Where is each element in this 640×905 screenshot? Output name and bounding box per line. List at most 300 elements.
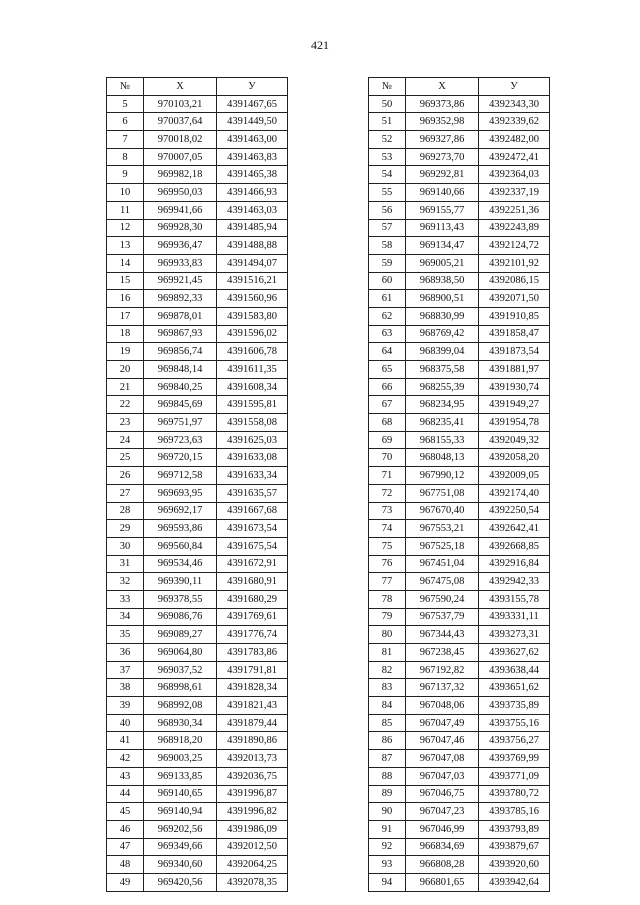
y-coordinate-cell: 4393793,89 <box>479 820 550 838</box>
x-coordinate-cell: 967525,18 <box>406 537 479 555</box>
point-number-cell: 39 <box>107 697 144 715</box>
x-coordinate-cell: 969878,01 <box>144 307 217 325</box>
table-row <box>369 272 550 290</box>
table-row <box>107 343 288 361</box>
y-coordinate-cell: 4391595,81 <box>217 396 288 414</box>
y-coordinate-cell: 4393638,44 <box>479 661 550 679</box>
table-row <box>107 520 288 538</box>
y-coordinate-cell: 4392642,41 <box>479 520 550 538</box>
y-coordinate-cell: 4393942,64 <box>479 873 550 891</box>
table-row <box>369 555 550 573</box>
y-coordinate-cell: 4391596,02 <box>217 325 288 343</box>
table-row <box>107 785 288 803</box>
point-number-cell: 90 <box>369 803 406 821</box>
y-coordinate-cell: 4391463,83 <box>217 148 288 166</box>
y-coordinate-cell: 4391516,21 <box>217 272 288 290</box>
x-coordinate-cell: 967751,08 <box>406 484 479 502</box>
table-row <box>107 856 288 874</box>
x-coordinate-cell: 968900,51 <box>406 290 479 308</box>
y-coordinate-cell: 4391672,91 <box>217 555 288 573</box>
point-number-cell: 44 <box>107 785 144 803</box>
x-coordinate-cell: 967048,06 <box>406 697 479 715</box>
x-coordinate-cell: 967047,23 <box>406 803 479 821</box>
table-row <box>107 873 288 891</box>
x-coordinate-cell: 967047,46 <box>406 732 479 750</box>
x-coordinate-cell: 969941,66 <box>144 201 217 219</box>
x-coordinate-cell: 968769,42 <box>406 325 479 343</box>
y-coordinate-cell: 4391949,27 <box>479 396 550 414</box>
table-row <box>369 361 550 379</box>
table-row <box>369 820 550 838</box>
table-row <box>369 396 550 414</box>
point-number-cell: 12 <box>107 219 144 237</box>
point-number-cell: 7 <box>107 131 144 149</box>
table-row <box>369 714 550 732</box>
table-row <box>107 290 288 308</box>
y-coordinate-cell: 4391996,82 <box>217 803 288 821</box>
x-coordinate-cell: 968255,39 <box>406 378 479 396</box>
point-number-cell: 53 <box>369 148 406 166</box>
y-coordinate-cell: 4391791,81 <box>217 661 288 679</box>
x-coordinate-cell: 968830,99 <box>406 307 479 325</box>
table-row <box>107 307 288 325</box>
x-coordinate-cell: 969113,43 <box>406 219 479 237</box>
point-number-cell: 86 <box>369 732 406 750</box>
table-row <box>369 537 550 555</box>
header-number: № <box>369 78 406 96</box>
table-row <box>107 590 288 608</box>
table-row <box>369 484 550 502</box>
y-coordinate-cell: 4391494,07 <box>217 254 288 272</box>
table-row <box>369 803 550 821</box>
table-row <box>369 502 550 520</box>
point-number-cell: 17 <box>107 307 144 325</box>
table-header-row <box>107 78 288 96</box>
y-coordinate-cell: 4393273,31 <box>479 626 550 644</box>
point-number-cell: 36 <box>107 644 144 662</box>
y-coordinate-cell: 4391488,88 <box>217 237 288 255</box>
x-coordinate-cell: 969140,65 <box>144 785 217 803</box>
table-row <box>107 697 288 715</box>
x-coordinate-cell: 969140,94 <box>144 803 217 821</box>
x-coordinate-cell: 967475,08 <box>406 573 479 591</box>
point-number-cell: 60 <box>369 272 406 290</box>
table-row <box>107 838 288 856</box>
table-row <box>107 325 288 343</box>
table-row <box>369 166 550 184</box>
y-coordinate-cell: 4393651,62 <box>479 679 550 697</box>
table-row <box>369 184 550 202</box>
point-number-cell: 77 <box>369 573 406 591</box>
point-number-cell: 15 <box>107 272 144 290</box>
y-coordinate-cell: 4391881,97 <box>479 361 550 379</box>
y-coordinate-cell: 4391463,03 <box>217 201 288 219</box>
table-row <box>369 785 550 803</box>
table-row <box>107 148 288 166</box>
table-row <box>369 467 550 485</box>
table-row <box>369 237 550 255</box>
y-coordinate-cell: 4391485,94 <box>217 219 288 237</box>
table-row <box>369 254 550 272</box>
point-number-cell: 19 <box>107 343 144 361</box>
x-coordinate-cell: 969037,52 <box>144 661 217 679</box>
table-row <box>369 201 550 219</box>
point-number-cell: 21 <box>107 378 144 396</box>
x-coordinate-cell: 969064,80 <box>144 644 217 662</box>
x-coordinate-cell: 969420,56 <box>144 873 217 891</box>
x-coordinate-cell: 969086,76 <box>144 608 217 626</box>
x-coordinate-cell: 969534,46 <box>144 555 217 573</box>
table-row <box>107 644 288 662</box>
table-row <box>107 484 288 502</box>
x-coordinate-cell: 967537,79 <box>406 608 479 626</box>
table-row <box>107 467 288 485</box>
point-number-cell: 93 <box>369 856 406 874</box>
y-coordinate-cell: 4391930,74 <box>479 378 550 396</box>
y-coordinate-cell: 4391606,78 <box>217 343 288 361</box>
x-coordinate-cell: 969723,63 <box>144 431 217 449</box>
point-number-cell: 22 <box>107 396 144 414</box>
table-row <box>369 414 550 432</box>
point-number-cell: 76 <box>369 555 406 573</box>
point-number-cell: 56 <box>369 201 406 219</box>
y-coordinate-cell: 4392078,35 <box>217 873 288 891</box>
x-coordinate-cell: 969840,25 <box>144 378 217 396</box>
x-coordinate-cell: 969327,86 <box>406 131 479 149</box>
x-coordinate-cell: 969593,86 <box>144 520 217 538</box>
table-row <box>369 378 550 396</box>
header-y: У <box>217 78 288 96</box>
x-coordinate-cell: 969856,74 <box>144 343 217 361</box>
table-row <box>107 396 288 414</box>
y-coordinate-cell: 4392049,32 <box>479 431 550 449</box>
point-number-cell: 52 <box>369 131 406 149</box>
point-number-cell: 61 <box>369 290 406 308</box>
point-number-cell: 49 <box>107 873 144 891</box>
table-row <box>369 431 550 449</box>
header-x: X <box>144 78 217 96</box>
x-coordinate-cell: 969692,17 <box>144 502 217 520</box>
point-number-cell: 94 <box>369 873 406 891</box>
y-coordinate-cell: 4392337,19 <box>479 184 550 202</box>
y-coordinate-cell: 4393780,72 <box>479 785 550 803</box>
x-coordinate-cell: 968938,50 <box>406 272 479 290</box>
y-coordinate-cell: 4392251,36 <box>479 201 550 219</box>
point-number-cell: 84 <box>369 697 406 715</box>
point-number-cell: 31 <box>107 555 144 573</box>
table-row <box>107 95 288 113</box>
point-number-cell: 82 <box>369 661 406 679</box>
table-row <box>369 856 550 874</box>
x-coordinate-cell: 969720,15 <box>144 449 217 467</box>
point-number-cell: 32 <box>107 573 144 591</box>
point-number-cell: 91 <box>369 820 406 838</box>
table-row <box>107 272 288 290</box>
x-coordinate-cell: 969921,45 <box>144 272 217 290</box>
x-coordinate-cell: 969352,98 <box>406 113 479 131</box>
point-number-cell: 47 <box>107 838 144 856</box>
point-number-cell: 5 <box>107 95 144 113</box>
table-row <box>107 750 288 768</box>
point-number-cell: 26 <box>107 467 144 485</box>
table-row <box>369 131 550 149</box>
y-coordinate-cell: 4391560,96 <box>217 290 288 308</box>
x-coordinate-cell: 967192,82 <box>406 661 479 679</box>
y-coordinate-cell: 4391633,08 <box>217 449 288 467</box>
y-coordinate-cell: 4393771,09 <box>479 767 550 785</box>
point-number-cell: 62 <box>369 307 406 325</box>
table-row <box>369 590 550 608</box>
point-number-cell: 48 <box>107 856 144 874</box>
point-number-cell: 11 <box>107 201 144 219</box>
point-number-cell: 63 <box>369 325 406 343</box>
x-coordinate-cell: 967590,24 <box>406 590 479 608</box>
x-coordinate-cell: 968048,13 <box>406 449 479 467</box>
x-coordinate-cell: 968375,58 <box>406 361 479 379</box>
point-number-cell: 38 <box>107 679 144 697</box>
point-number-cell: 69 <box>369 431 406 449</box>
x-coordinate-cell: 969340,60 <box>144 856 217 874</box>
table-row <box>369 95 550 113</box>
y-coordinate-cell: 4392086,15 <box>479 272 550 290</box>
y-coordinate-cell: 4391821,43 <box>217 697 288 715</box>
point-number-cell: 66 <box>369 378 406 396</box>
y-coordinate-cell: 4391608,34 <box>217 378 288 396</box>
table-row <box>369 325 550 343</box>
x-coordinate-cell: 967137,32 <box>406 679 479 697</box>
y-coordinate-cell: 4392013,73 <box>217 750 288 768</box>
table-row <box>369 661 550 679</box>
table-row <box>107 449 288 467</box>
table-row <box>369 113 550 131</box>
table-row <box>107 714 288 732</box>
coordinates-table-left <box>106 77 288 892</box>
y-coordinate-cell: 4391873,54 <box>479 343 550 361</box>
y-coordinate-cell: 4392071,50 <box>479 290 550 308</box>
y-coordinate-cell: 4391783,86 <box>217 644 288 662</box>
point-number-cell: 18 <box>107 325 144 343</box>
header-y: У <box>479 78 550 96</box>
y-coordinate-cell: 4391465,38 <box>217 166 288 184</box>
y-coordinate-cell: 4391449,50 <box>217 113 288 131</box>
y-coordinate-cell: 4393155,78 <box>479 590 550 608</box>
table-row <box>107 219 288 237</box>
header-number: № <box>107 78 144 96</box>
x-coordinate-cell: 966808,28 <box>406 856 479 874</box>
point-number-cell: 92 <box>369 838 406 856</box>
x-coordinate-cell: 969936,47 <box>144 237 217 255</box>
x-coordinate-cell: 967047,03 <box>406 767 479 785</box>
x-coordinate-cell: 969712,58 <box>144 467 217 485</box>
x-coordinate-cell: 970037,64 <box>144 113 217 131</box>
table-row <box>107 201 288 219</box>
point-number-cell: 88 <box>369 767 406 785</box>
table-row <box>107 573 288 591</box>
point-number-cell: 28 <box>107 502 144 520</box>
point-number-cell: 9 <box>107 166 144 184</box>
point-number-cell: 51 <box>369 113 406 131</box>
y-coordinate-cell: 4392364,03 <box>479 166 550 184</box>
point-number-cell: 40 <box>107 714 144 732</box>
x-coordinate-cell: 966801,65 <box>406 873 479 891</box>
x-coordinate-cell: 969892,33 <box>144 290 217 308</box>
x-coordinate-cell: 967553,21 <box>406 520 479 538</box>
x-coordinate-cell: 969950,03 <box>144 184 217 202</box>
point-number-cell: 6 <box>107 113 144 131</box>
right-table-body <box>369 95 550 891</box>
x-coordinate-cell: 969982,18 <box>144 166 217 184</box>
point-number-cell: 10 <box>107 184 144 202</box>
x-coordinate-cell: 968155,33 <box>406 431 479 449</box>
point-number-cell: 59 <box>369 254 406 272</box>
y-coordinate-cell: 4391633,34 <box>217 467 288 485</box>
x-coordinate-cell: 969867,93 <box>144 325 217 343</box>
point-number-cell: 8 <box>107 148 144 166</box>
table-row <box>107 767 288 785</box>
x-coordinate-cell: 969202,56 <box>144 820 217 838</box>
table-row <box>107 679 288 697</box>
point-number-cell: 73 <box>369 502 406 520</box>
y-coordinate-cell: 4391558,08 <box>217 414 288 432</box>
point-number-cell: 27 <box>107 484 144 502</box>
table-row <box>369 449 550 467</box>
x-coordinate-cell: 967990,12 <box>406 467 479 485</box>
table-row <box>369 573 550 591</box>
point-number-cell: 33 <box>107 590 144 608</box>
x-coordinate-cell: 968399,04 <box>406 343 479 361</box>
y-coordinate-cell: 4391680,91 <box>217 573 288 591</box>
header-x: X <box>406 78 479 96</box>
point-number-cell: 87 <box>369 750 406 768</box>
y-coordinate-cell: 4391611,35 <box>217 361 288 379</box>
x-coordinate-cell: 967344,43 <box>406 626 479 644</box>
y-coordinate-cell: 4392009,05 <box>479 467 550 485</box>
y-coordinate-cell: 4391954,78 <box>479 414 550 432</box>
page-number: 421 <box>311 38 329 52</box>
y-coordinate-cell: 4392243,89 <box>479 219 550 237</box>
table-row <box>369 750 550 768</box>
y-coordinate-cell: 4391910,85 <box>479 307 550 325</box>
y-coordinate-cell: 4391776,74 <box>217 626 288 644</box>
table-row <box>107 502 288 520</box>
table-row <box>369 697 550 715</box>
table-row <box>369 290 550 308</box>
table-row <box>107 732 288 750</box>
y-coordinate-cell: 4392124,72 <box>479 237 550 255</box>
point-number-cell: 74 <box>369 520 406 538</box>
x-coordinate-cell: 969845,69 <box>144 396 217 414</box>
y-coordinate-cell: 4393755,16 <box>479 714 550 732</box>
point-number-cell: 50 <box>369 95 406 113</box>
x-coordinate-cell: 969373,86 <box>406 95 479 113</box>
point-number-cell: 80 <box>369 626 406 644</box>
table-row <box>369 520 550 538</box>
point-number-cell: 57 <box>369 219 406 237</box>
y-coordinate-cell: 4393756,27 <box>479 732 550 750</box>
y-coordinate-cell: 4392058,20 <box>479 449 550 467</box>
y-coordinate-cell: 4393735,89 <box>479 697 550 715</box>
table-row <box>107 378 288 396</box>
x-coordinate-cell: 970007,05 <box>144 148 217 166</box>
table-row <box>107 820 288 838</box>
point-number-cell: 71 <box>369 467 406 485</box>
y-coordinate-cell: 4391673,54 <box>217 520 288 538</box>
x-coordinate-cell: 969933,83 <box>144 254 217 272</box>
table-row <box>369 219 550 237</box>
y-coordinate-cell: 4391466,93 <box>217 184 288 202</box>
y-coordinate-cell: 4391879,44 <box>217 714 288 732</box>
table-row <box>107 661 288 679</box>
table-row <box>107 431 288 449</box>
point-number-cell: 79 <box>369 608 406 626</box>
table-row <box>107 537 288 555</box>
point-number-cell: 34 <box>107 608 144 626</box>
x-coordinate-cell: 969292,81 <box>406 166 479 184</box>
point-number-cell: 43 <box>107 767 144 785</box>
point-number-cell: 41 <box>107 732 144 750</box>
x-coordinate-cell: 969349,66 <box>144 838 217 856</box>
point-number-cell: 42 <box>107 750 144 768</box>
y-coordinate-cell: 4391635,57 <box>217 484 288 502</box>
x-coordinate-cell: 969928,30 <box>144 219 217 237</box>
y-coordinate-cell: 4393769,99 <box>479 750 550 768</box>
table-row <box>369 732 550 750</box>
table-row <box>369 838 550 856</box>
table-row <box>369 307 550 325</box>
x-coordinate-cell: 967238,45 <box>406 644 479 662</box>
y-coordinate-cell: 4392064,25 <box>217 856 288 874</box>
y-coordinate-cell: 4393331,11 <box>479 608 550 626</box>
x-coordinate-cell: 970103,21 <box>144 95 217 113</box>
y-coordinate-cell: 4391828,34 <box>217 679 288 697</box>
y-coordinate-cell: 4391583,80 <box>217 307 288 325</box>
table-row <box>107 361 288 379</box>
x-coordinate-cell: 968992,08 <box>144 697 217 715</box>
point-number-cell: 85 <box>369 714 406 732</box>
table-row <box>107 803 288 821</box>
table-header-row <box>369 78 550 96</box>
table-row <box>107 184 288 202</box>
point-number-cell: 58 <box>369 237 406 255</box>
point-number-cell: 72 <box>369 484 406 502</box>
y-coordinate-cell: 4393627,62 <box>479 644 550 662</box>
table-row <box>107 608 288 626</box>
point-number-cell: 55 <box>369 184 406 202</box>
point-number-cell: 75 <box>369 537 406 555</box>
table-row <box>107 166 288 184</box>
point-number-cell: 13 <box>107 237 144 255</box>
x-coordinate-cell: 969693,95 <box>144 484 217 502</box>
y-coordinate-cell: 4392101,92 <box>479 254 550 272</box>
point-number-cell: 29 <box>107 520 144 538</box>
x-coordinate-cell: 968235,41 <box>406 414 479 432</box>
x-coordinate-cell: 969751,97 <box>144 414 217 432</box>
table-row <box>107 237 288 255</box>
y-coordinate-cell: 4391463,00 <box>217 131 288 149</box>
y-coordinate-cell: 4392174,40 <box>479 484 550 502</box>
x-coordinate-cell: 967047,08 <box>406 750 479 768</box>
x-coordinate-cell: 969005,21 <box>406 254 479 272</box>
table-row <box>369 608 550 626</box>
left-table-body <box>107 95 288 891</box>
x-coordinate-cell: 968918,20 <box>144 732 217 750</box>
y-coordinate-cell: 4391680,29 <box>217 590 288 608</box>
y-coordinate-cell: 4392343,30 <box>479 95 550 113</box>
point-number-cell: 16 <box>107 290 144 308</box>
x-coordinate-cell: 967451,04 <box>406 555 479 573</box>
x-coordinate-cell: 969560,84 <box>144 537 217 555</box>
y-coordinate-cell: 4392482,00 <box>479 131 550 149</box>
